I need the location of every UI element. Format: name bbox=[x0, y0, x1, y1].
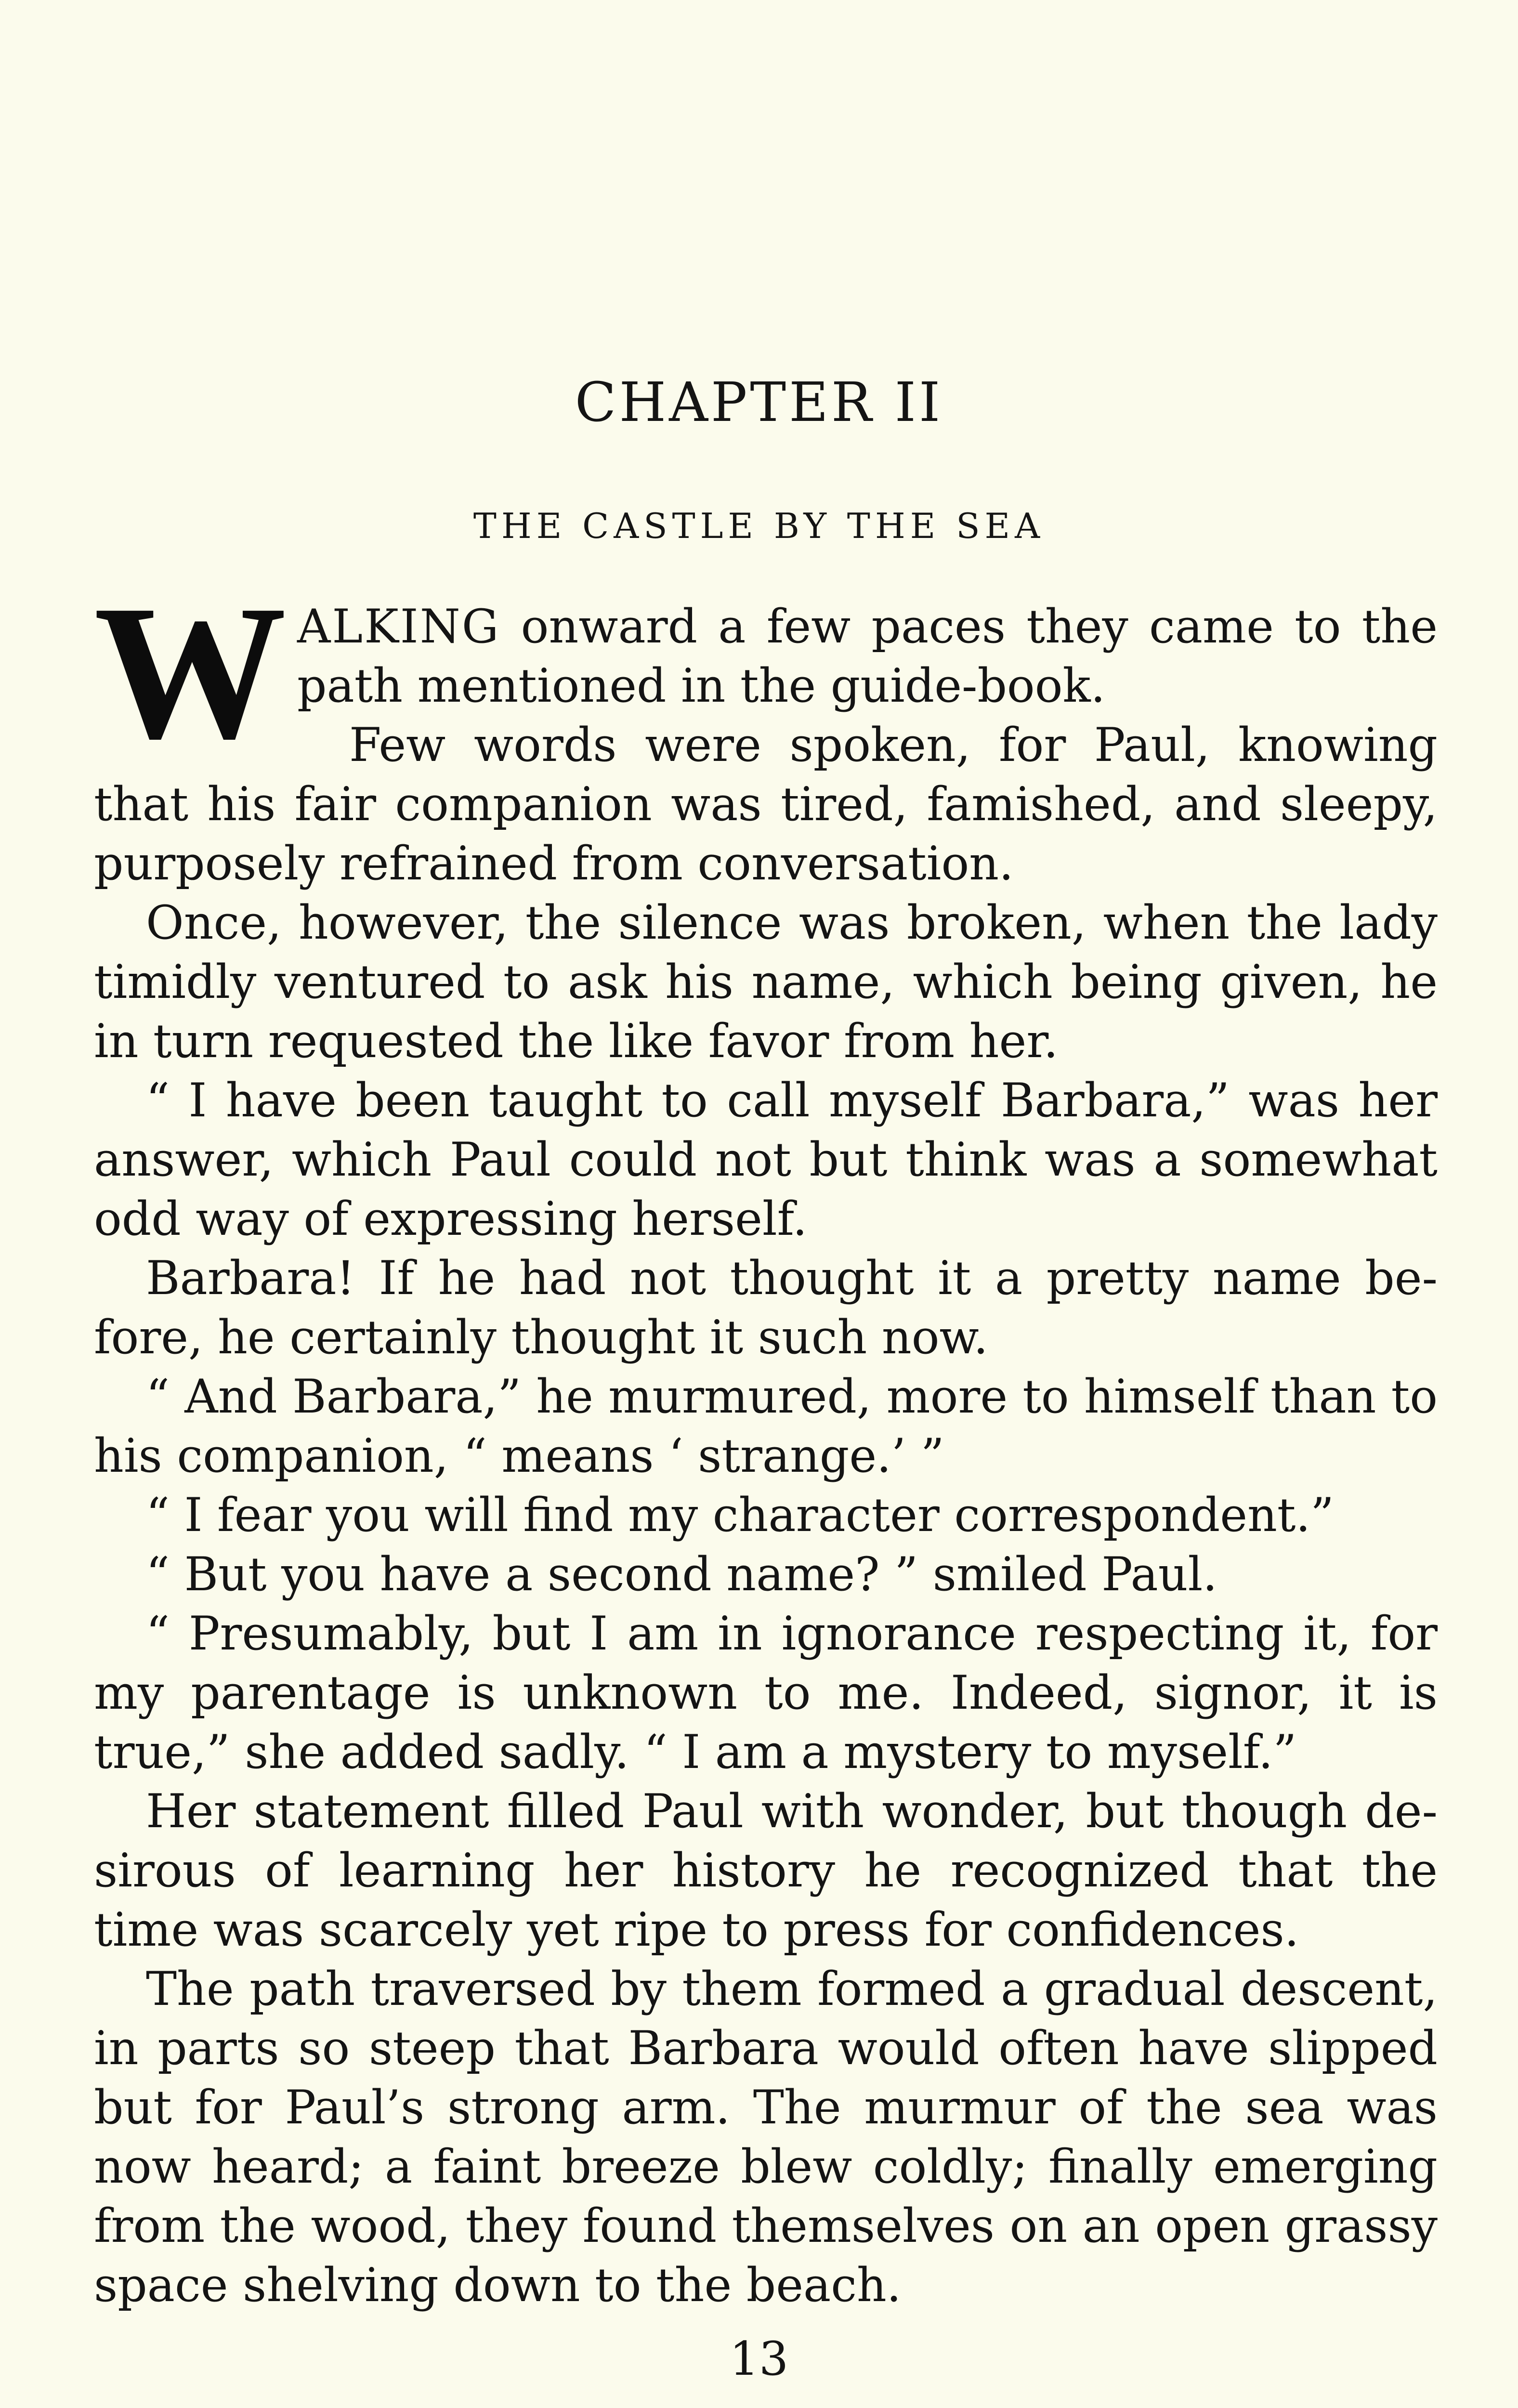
paragraph: “ And Barbara,” he murmured, more to himself than to his companion, “ means ‘ strange.’ ” bbox=[94, 1370, 1438, 1483]
page-number: 13 bbox=[729, 2332, 789, 2386]
chapter-subtitle: THE CASTLE BY THE SEA bbox=[473, 506, 1045, 546]
drop-cap: W bbox=[94, 565, 287, 779]
paragraph: Few words were spoken, for Paul, knowing that his fair companion was tired, famished, and sleepy, purposely refrained from conversation. bbox=[94, 718, 1438, 890]
paragraph: “ I have been taught to call myself Barbara,” was her answer, which Paul could not but think was a somewhat odd way of expressing herself. bbox=[94, 1073, 1438, 1246]
paragraph-1 bbox=[94, 565, 1438, 779]
paragraph: Once, however, the silence was broken, when the lady timidly ventured to ask his name, which being given, he in turn requested the like favor from her. bbox=[94, 896, 1438, 1068]
paragraph: Barbara! If he had not thought it a pretty name be-fore, he certainly thought it such now. bbox=[94, 1251, 1438, 1364]
paragraph: “ But you have a second name? ” smiled Paul. bbox=[146, 1547, 1217, 1601]
paragraph: Her statement filled Paul with wonder, but though de-sirous of learning her history he recognized that the time was scarcely yet ripe to press for confidences. bbox=[94, 1784, 1438, 1957]
body-text bbox=[94, 565, 1438, 2315]
chapter-title: CHAPTER II bbox=[575, 371, 943, 434]
paragraph-1-text: onward a few paces they came to the path mentioned in the guide-book. bbox=[297, 600, 1438, 713]
paragraph: “ Presumably, but I am in ignorance respecting it, for my parentage is unknown to me. Indeed, signor, it is true,” she added sadly. “ I am a mystery to myself.” bbox=[94, 1607, 1438, 1779]
paragraph: The path traversed by them formed a gradual descent, in parts so steep that Barbara would often have slipped but for Paul’s strong arm. The murmur of the sea was now heard; a faint breeze blew coldly; finally emerging from the wood, they found themselves on an open grassy space shelving down to the beach. bbox=[94, 1962, 1438, 2312]
paragraph: “ I fear you will find my character correspondent.” bbox=[146, 1488, 1335, 1542]
opening-caps: ALKING bbox=[297, 600, 500, 654]
